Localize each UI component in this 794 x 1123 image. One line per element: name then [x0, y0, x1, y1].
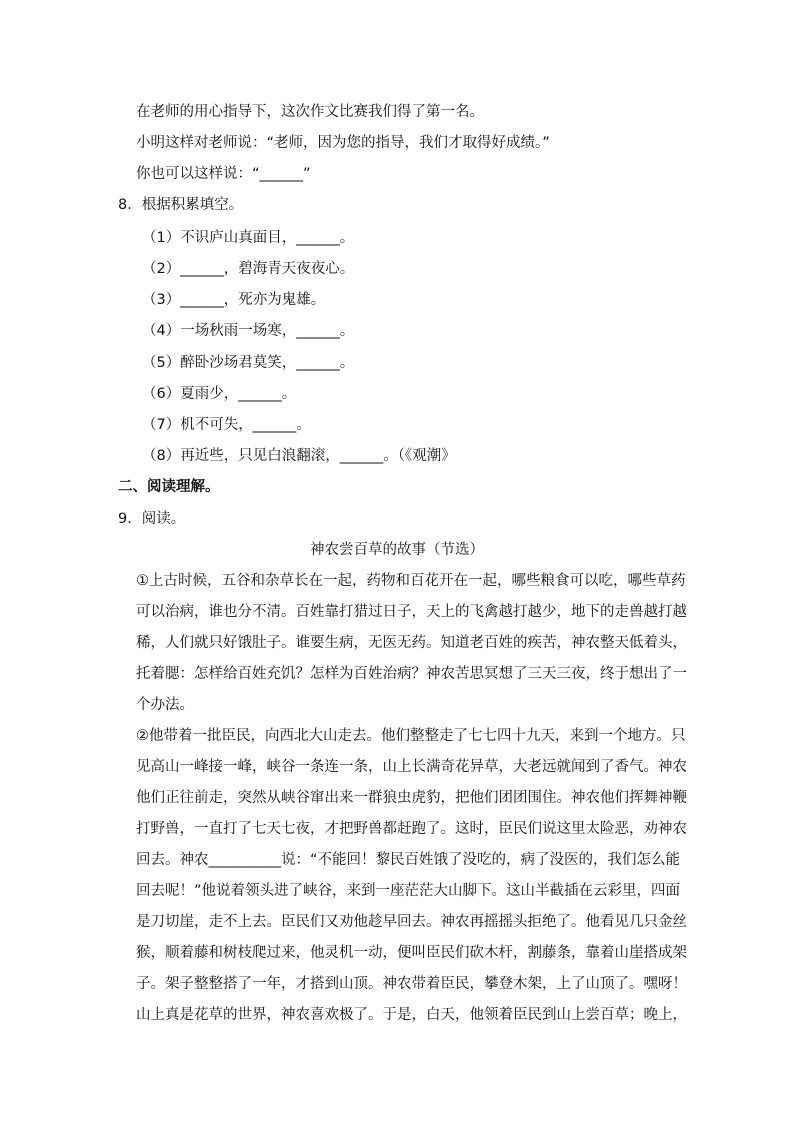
passage-line: 见高山一峰接一峰，峡谷一条连一条，山上长满奇花异草，大老远就闻到了香气。神农 [136, 759, 687, 775]
passage-line: 他们正往前走，突然从峡谷窜出来一群狼虫虎豹，把他们团团围住。神农他们挥舞神鞭 [136, 790, 687, 806]
passage-line: 稀，人们就只好饿肚子。谁要生病，无医无药。知道老百姓的疾苦，神农整天低着头， [136, 635, 687, 651]
passage-line: ②他带着一批臣民，向西北大山走去。他们整整走了七七四十九天，来到一个地方。只 [136, 728, 686, 744]
fill-item: （2）______，碧海青天夜夜心。 [142, 261, 355, 277]
question-8-heading: 8．根据积累填空。 [118, 197, 244, 213]
intro-line-1: 在老师的用心指导下，这次作文比赛我们得了第一名。 [136, 104, 484, 120]
intro-line-3: 你也可以这样说：“______” [136, 166, 311, 182]
fill-item: （3）______，死亦为鬼雄。 [142, 292, 326, 308]
question-9-heading: 9．阅读。 [118, 511, 186, 527]
passage-line: 子。架子整整搭了一年，才搭到山顶。神农带着臣民，攀登木架，上了山顶了。嘿呀！ [136, 976, 687, 992]
passage-title: 神农尝百草的故事（节选） [310, 542, 484, 558]
intro-line-2: 小明这样对老师说：“老师，因为您的指导，我们才取得好成绩。” [136, 135, 550, 151]
passage-line: 回去。神农__________说：“不能回！黎民百姓饿了没吃的，病了没医的，我们怎么能 [136, 852, 681, 868]
fill-item: （7）机不可失，______。 [142, 417, 311, 433]
fill-item: （5）醉卧沙场君莫笑，______。 [142, 355, 355, 371]
passage-line: 山上真是花草的世界，神农喜欢极了。于是，白天，他领着臣民到山上尝百草；晚上， [136, 1007, 687, 1023]
passage-line: 打野兽，一直打了七天七夜，才把野兽都赶跑了。这时，臣民们说这里太险恶，劝神农 [136, 821, 687, 837]
fill-item: （1）不识庐山真面目，______。 [142, 230, 355, 246]
passage-line: 可以治病，谁也分不清。百姓靠打猎过日子，天上的飞禽越打越少，地下的走兽越打越 [136, 604, 687, 620]
fill-item: （8）再近些，只见白浪翻滚，______。（《观潮》 [142, 448, 456, 464]
passage-line: 托着腮：怎样给百姓充饥？怎样为百姓治病？神农苦思冥想了三天三夜，终于想出了一 [136, 666, 687, 682]
fill-item: （6）夏雨少，______。 [142, 386, 297, 402]
passage-line: 猴，顺着藤和树枝爬过来，他灵机一动，便叫臣民们砍木杆，割藤条，靠着山崖搭成架 [136, 945, 687, 961]
passage-line: 是刀切崖，走不上去。臣民们又劝他趁早回去。神农再摇摇头拒绝了。他看见几只金丝 [136, 914, 687, 930]
passage-line: 个办法。 [136, 697, 194, 713]
section-2-heading: 二、阅读理解。 [118, 479, 220, 495]
passage-line: ①上古时候，五谷和杂草长在一起，药物和百花开在一起，哪些粮食可以吃，哪些草药 [136, 573, 686, 589]
passage-line: 回去呢！”他说着领头进了峡谷，来到一座茫茫大山脚下。这山半截插在云彩里，四面 [136, 883, 681, 899]
fill-item: （4）一场秋雨一场寒，______。 [142, 323, 355, 339]
